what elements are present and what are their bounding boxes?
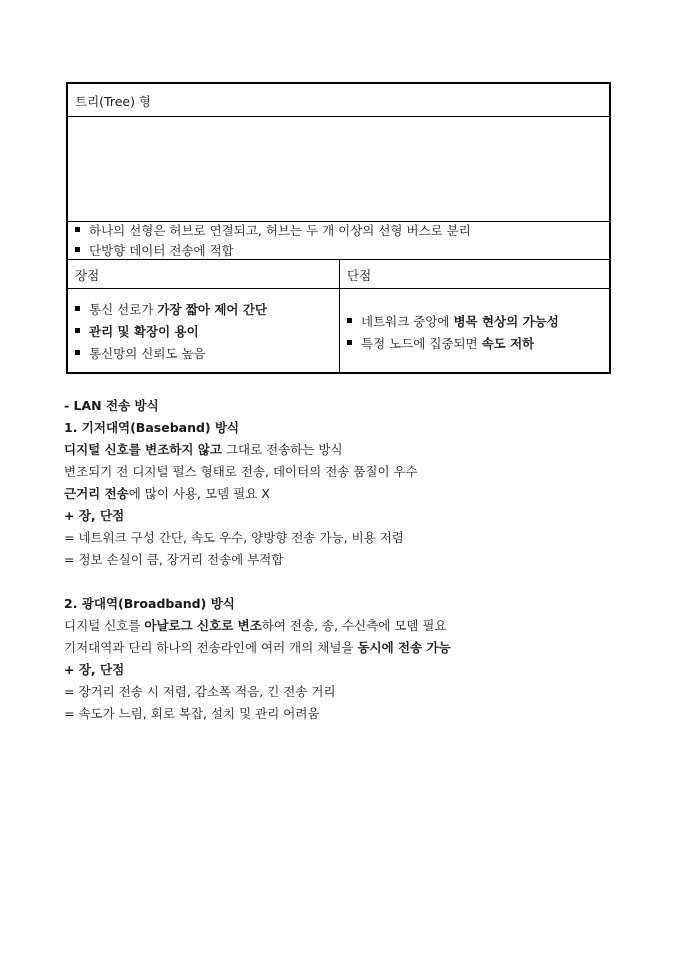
- pros-item: 관리 및 확장이 용이: [75, 322, 199, 342]
- bullet-square-icon: [75, 227, 80, 232]
- broadband-title: 2. 광대역(Broadband) 방식: [64, 596, 235, 611]
- bullet-square-icon: [347, 318, 352, 323]
- table-title-row: [68, 84, 609, 117]
- baseband-cons: = 정보 손실이 큼, 장거리 전송에 부적합: [64, 552, 284, 567]
- baseband-pros-cons-heading: + 장, 단점: [64, 508, 125, 523]
- baseband-line-2: 변조되기 전 디지털 펄스 형태로 전송, 데이터의 전송 품질이 우수: [64, 464, 418, 479]
- diagram-area: [68, 116, 609, 222]
- table-title: 트리(Tree) 형: [75, 94, 151, 109]
- tree-topology-table: [66, 82, 611, 374]
- cons-header: 단점: [347, 268, 372, 283]
- baseband-line-1: 디지털 신호를 변조하지 않고 그대로 전송하는 방식: [64, 442, 343, 457]
- pros-header: 장점: [75, 268, 100, 283]
- broadband-line-1: 디지털 신호를 아날로그 신호로 변조하여 전송, 송, 수신측에 모뎀 필요: [64, 618, 447, 633]
- baseband-pros: = 네트워크 구성 간단, 속도 우수, 양방향 전송 가능, 비용 저렴: [64, 530, 404, 545]
- description-bullet: 단방향 데이터 전송에 적합: [75, 241, 234, 261]
- bullet-square-icon: [75, 350, 80, 355]
- bullet-square-icon: [75, 306, 80, 311]
- bullet-square-icon: [347, 340, 352, 345]
- pros-item: 통신망의 신뢰도 높음: [75, 344, 206, 364]
- cons-item: 네트워크 중앙에 병목 현상의 가능성: [347, 312, 559, 332]
- bullet-square-icon: [75, 328, 80, 333]
- pros-cons-body-row: [68, 288, 609, 372]
- baseband-line-3: 근거리 전송에 많이 사용, 모뎀 필요 X: [64, 486, 270, 501]
- broadband-pros-cons-heading: + 장, 단점: [64, 662, 125, 677]
- bullet-square-icon: [75, 247, 80, 252]
- cons-item: 특정 노드에 집중되면 속도 저하: [347, 334, 534, 354]
- baseband-title: 1. 기저대역(Baseband) 방식: [64, 420, 240, 435]
- broadband-line-2: 기저대역과 단리 하나의 전송라인에 여러 개의 채널을 동시에 전송 가능: [64, 640, 451, 655]
- description-row: [68, 221, 609, 260]
- broadband-cons: = 속도가 느림, 회로 복잡, 설치 및 관리 어려움: [64, 706, 320, 721]
- lan-heading: - LAN 전송 방식: [64, 398, 159, 413]
- pros-item: 통신 선로가 가장 짧아 제어 간단: [75, 300, 267, 320]
- description-bullet: 하나의 선형은 허브로 연결되고, 허브는 두 개 이상의 선형 버스로 분리: [75, 221, 471, 241]
- broadband-pros: = 장거리 전송 시 저렴, 감소폭 적음, 긴 전송 거리: [64, 684, 336, 699]
